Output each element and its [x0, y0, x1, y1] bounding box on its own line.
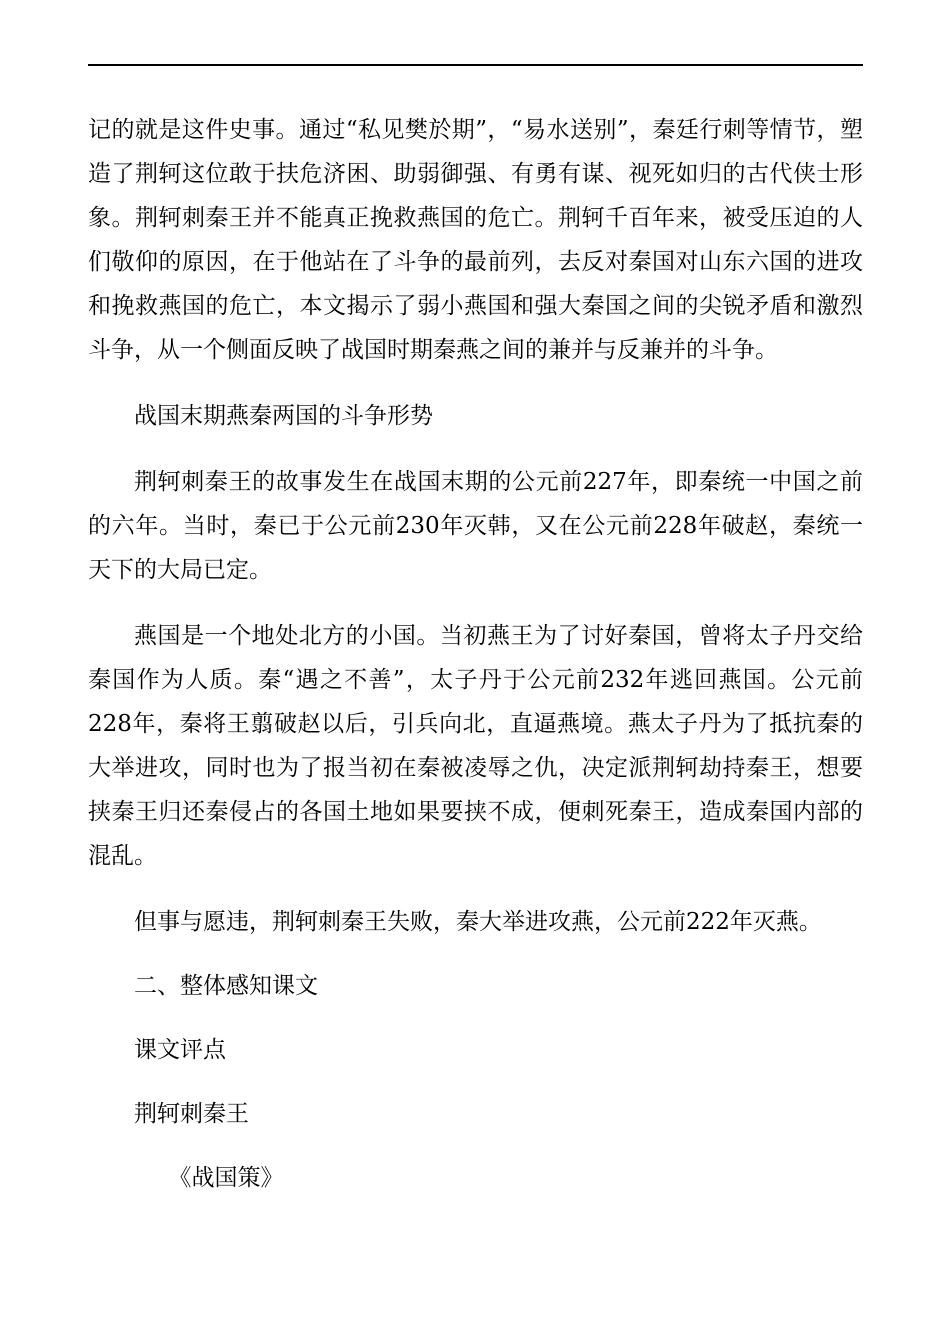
paragraph-intro: 记的就是这件史事。通过“私见樊於期”，“易水送别”，秦廷行刺等情节，塑造了荆轲这位敢于扶危济困、助弱御强、有勇有谋、视死如归的古代侠士形象。荆轲刺秦王并不能真正挽救燕国的危亡。荆轲千百年来，被受压迫的人们敬仰的原因，在于他站在了斗争的最前列，去反对秦国对山东六国的进攻和挽救燕国的危亡，本文揭示了弱小燕国和强大秦国之间的尖锐矛盾和激烈斗争，从一个侧面反映了战国时期秦燕之间的兼并与反兼并的斗争。	[88, 117, 863, 363]
paragraph-background: 荆轲刺秦王的故事发生在战国末期的公元前227年，即秦统一中国之前的六年。当时，秦已于公元前230年灭韩，又在公元前228年破赵，秦统一天下的大局已定。	[88, 469, 863, 583]
text-title: 荆轲刺秦王	[134, 1101, 249, 1127]
paragraph-yan-state: 燕国是一个地处北方的小国。当初燕王为了讨好秦国，曾将太子丹交给秦国作为人质。秦“遇之不善”，太子丹于公元前232年逃回燕国。公元前228年，秦将王翦破赵以后，引兵向北，直逼燕境。燕太子丹为了抵抗秦的大举进攻，同时也为了报当初在秦被凌辱之仇，决定派荆轲劫持秦王，想要挟秦王归还秦侵占的各国土地如果要挟不成，便刺死秦王，造成秦国内部的混乱。	[88, 623, 863, 869]
section-heading-situation: 战国末期燕秦两国的斗争形势	[134, 403, 433, 429]
section-heading-commentary: 课文评点	[134, 1037, 226, 1063]
document-body	[88, 108, 863, 1200]
text-source: 《战国策》	[168, 1165, 284, 1191]
section-heading-overview: 二、整体感知课文	[134, 973, 318, 999]
paragraph-outcome: 但事与愿违，荆轲刺秦王失败，秦大举进攻燕，公元前222年灭燕。	[134, 909, 822, 935]
header-rule	[88, 64, 863, 66]
